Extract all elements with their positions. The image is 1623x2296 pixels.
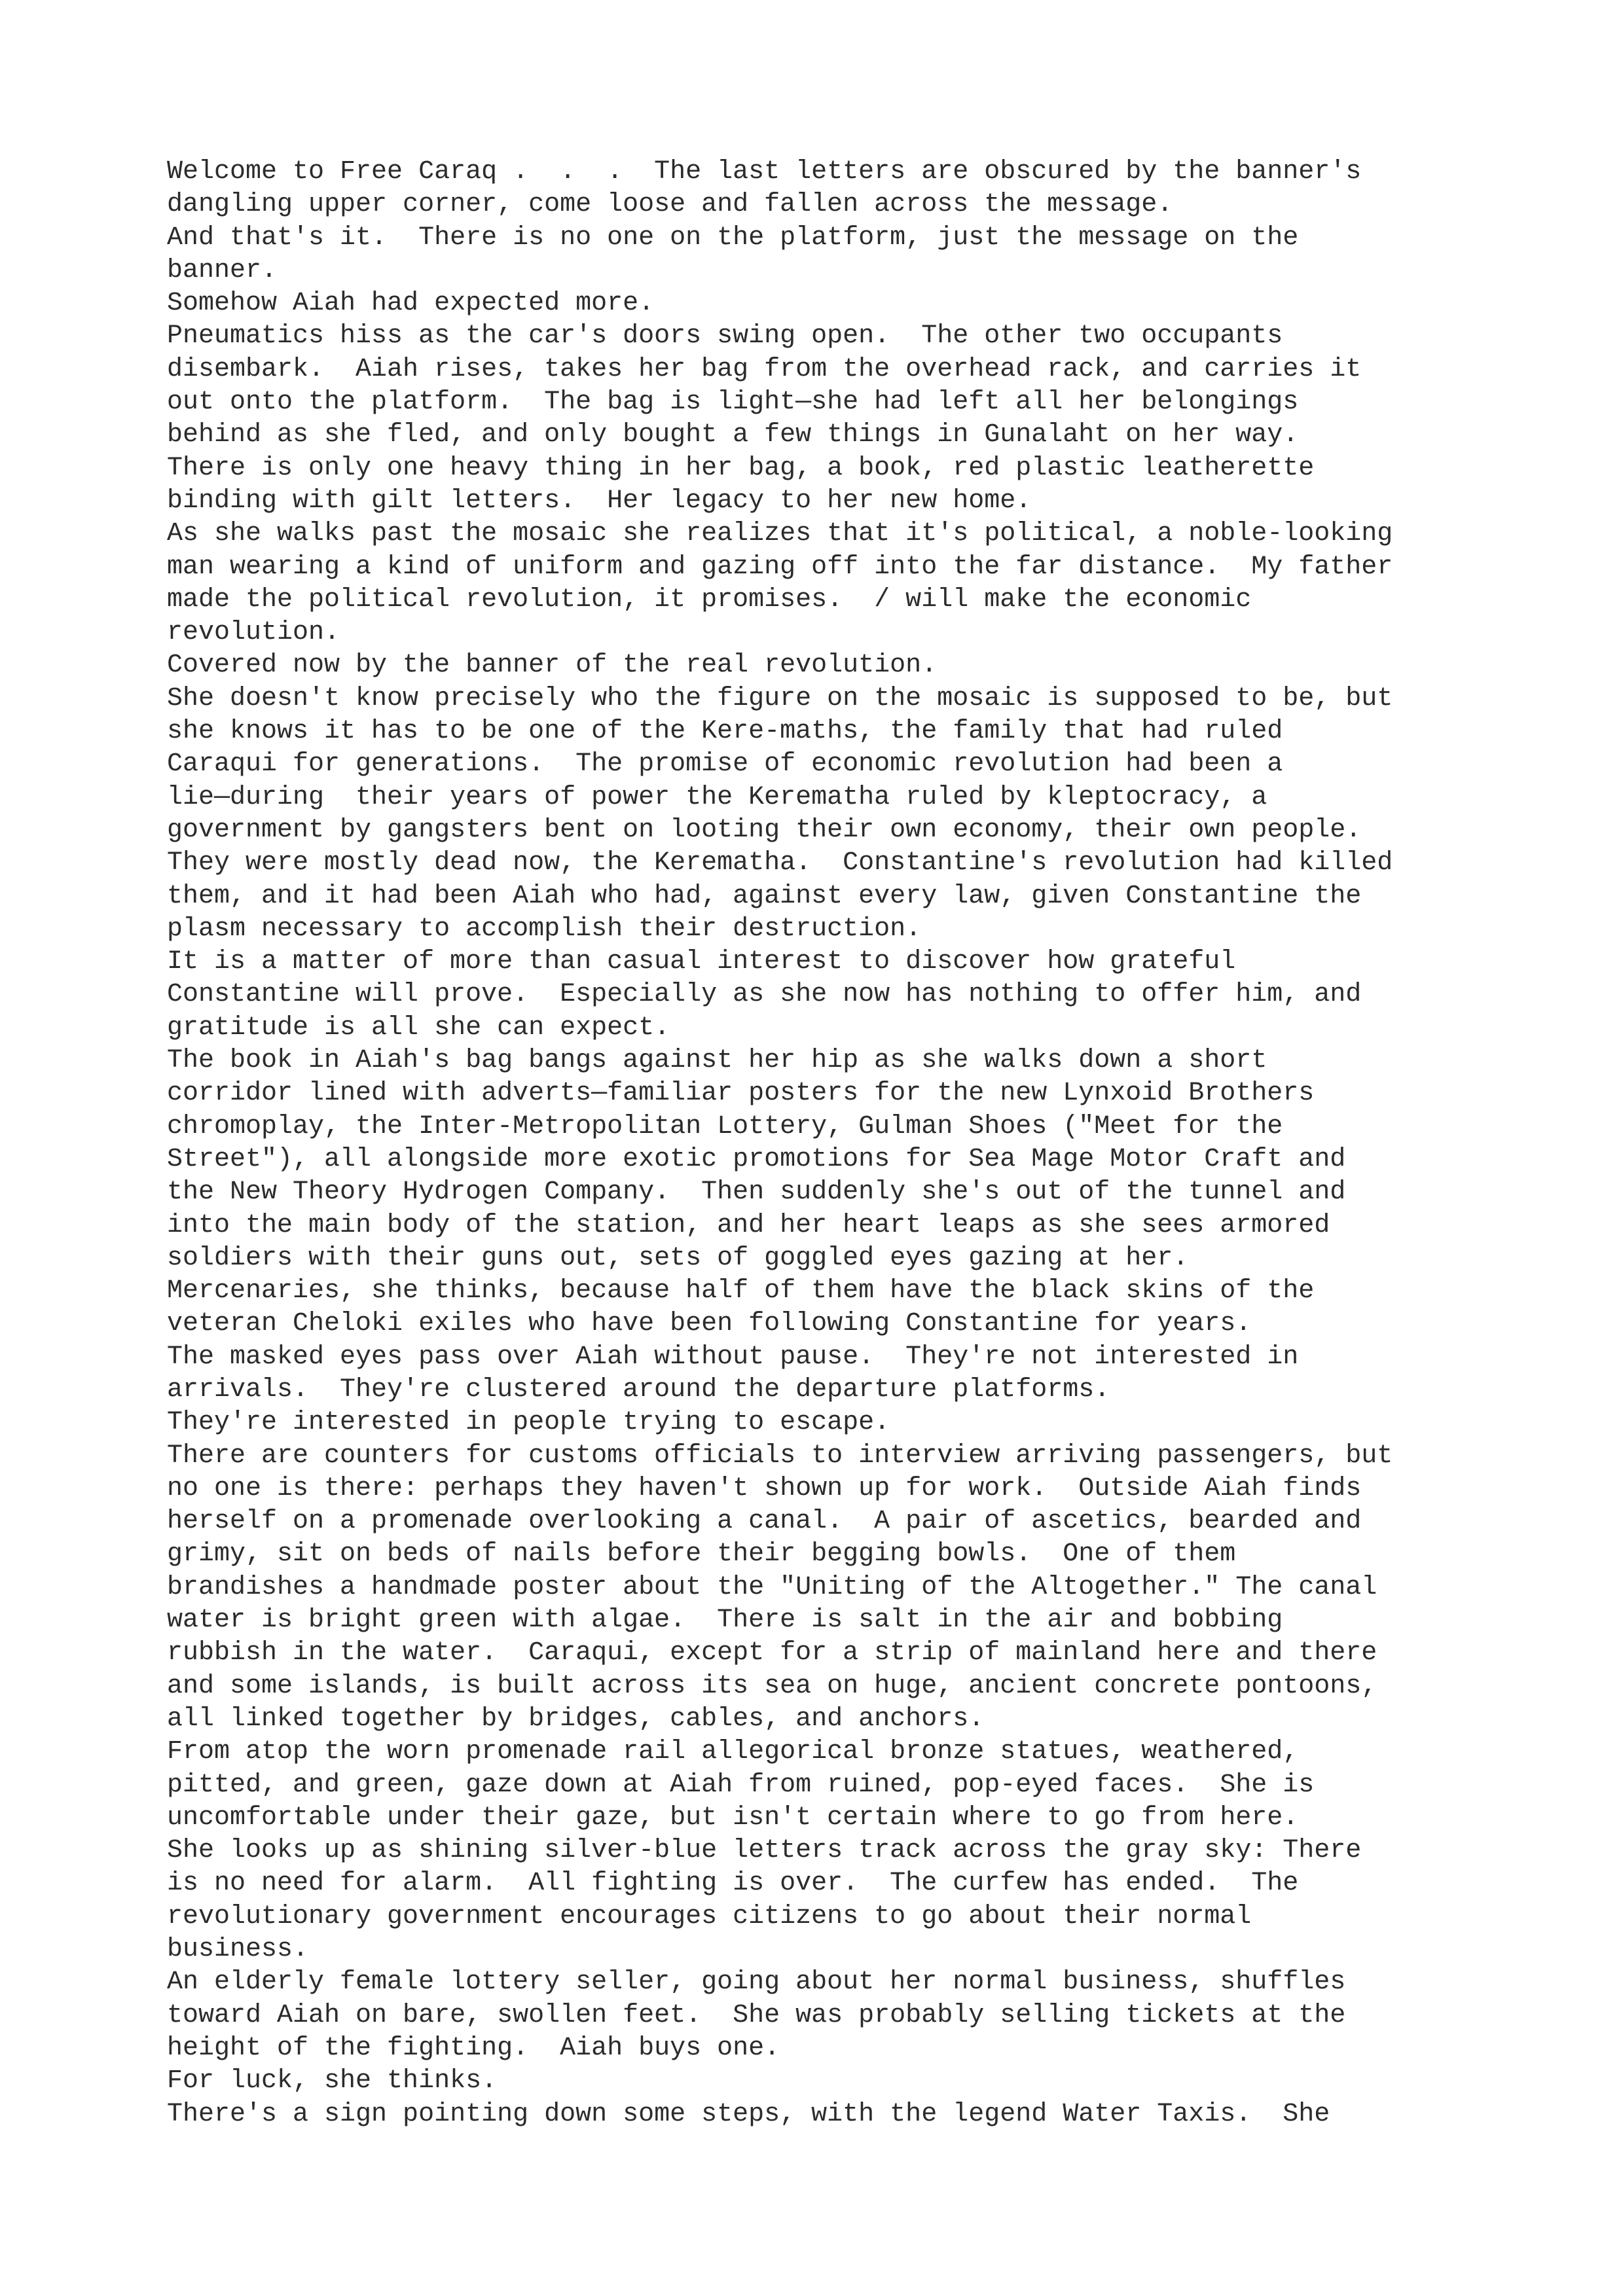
text-line: height of the fighting. Aiah buys one. xyxy=(167,2033,780,2063)
text-line: and some islands, is built across its sea on huge, ancient concrete pontoons, xyxy=(167,1671,1377,1701)
text-line: There's a sign pointing down some steps, with the legend Water Taxis. She xyxy=(167,2099,1330,2129)
text-line: chromoplay, the Inter-Metropolitan Lottery, Gulman Shoes ("Meet for the xyxy=(167,1111,1283,1141)
text-line: As she walks past the mosaic she realizes that it's political, a noble-looking xyxy=(167,519,1393,549)
text-line: she knows it has to be one of the Kere-maths, the family that had ruled xyxy=(167,717,1283,747)
text-line: gratitude is all she can expect. xyxy=(167,1013,670,1043)
text-line: Street"), all alongside more exotic promotions for Sea Mage Motor Craft and xyxy=(167,1144,1346,1174)
text-line: An elderly female lottery seller, going about her normal business, shuffles xyxy=(167,1967,1346,1998)
text-line: into the main body of the station, and her heart leaps as she sees armored xyxy=(167,1210,1330,1240)
text-line: plasm necessary to accomplish their destruction. xyxy=(167,914,922,944)
text-line: disembark. Aiah rises, takes her bag from the overhead rack, and carries it xyxy=(167,354,1362,384)
text-line: all linked together by bridges, cables, and anchors. xyxy=(167,1704,985,1734)
text-line: Pneumatics hiss as the car's doors swing open. The other two occupants xyxy=(167,321,1283,351)
text-line: brandishes a handmade poster about the "Uniting of the Altogether." The canal xyxy=(167,1572,1377,1602)
text-line: pitted, and green, gaze down at Aiah from ruined, pop-eyed faces. She is xyxy=(167,1770,1315,1800)
text-line: corridor lined with adverts—familiar posters for the new Lynxoid Brothers xyxy=(167,1079,1315,1109)
text-line: For luck, she thinks. xyxy=(167,2066,498,2096)
text-line: Caraqui for generations. The promise of economic revolution had been a xyxy=(167,749,1283,780)
text-line: Constantine will prove. Especially as she now has nothing to offer him, and xyxy=(167,980,1362,1010)
text-line: Somehow Aiah had expected more. xyxy=(167,289,655,319)
text-line: them, and it had been Aiah who had, against every law, given Constantine the xyxy=(167,881,1362,911)
text-line: They were mostly dead now, the Kerematha. Constantine's revolution had killed xyxy=(167,848,1393,878)
text-line: She looks up as shining silver-blue letters track across the gray sky: There xyxy=(167,1836,1362,1866)
text-line: And that's it. There is no one on the platform, just the message on the xyxy=(167,223,1299,253)
text-line: Covered now by the banner of the real revolution. xyxy=(167,651,938,681)
text-line: made the political revolution, it promises. / will make the economic xyxy=(167,584,1252,615)
text-line: rubbish in the water. Caraqui, except for a strip of mainland here and there xyxy=(167,1638,1377,1668)
text-line: soldiers with their guns out, sets of goggled eyes gazing at her. xyxy=(167,1243,1189,1273)
text-line: They're interested in people trying to escape. xyxy=(167,1408,890,1438)
text-line: business. xyxy=(167,1935,309,1965)
text-line: arrivals. They're clustered around the departure platforms. xyxy=(167,1374,1110,1405)
body-text xyxy=(167,156,1509,2131)
text-line: banner. xyxy=(167,255,278,285)
text-line: The masked eyes pass over Aiah without pause. They're not interested in xyxy=(167,1342,1299,1372)
text-line: water is bright green with algae. There is salt in the air and bobbing xyxy=(167,1605,1283,1636)
text-line: uncomfortable under their gaze, but isn't certain where to go from here. xyxy=(167,1803,1299,1833)
text-line: grimy, sit on beds of nails before their begging bowls. One of them xyxy=(167,1539,1236,1570)
text-line: From atop the worn promenade rail allegorical bronze statues, weathered, xyxy=(167,1737,1299,1767)
text-line: There is only one heavy thing in her bag, a book, red plastic leatherette xyxy=(167,453,1315,483)
text-line: dangling upper corner, come loose and fallen across the message. xyxy=(167,190,1173,220)
text-line: no one is there: perhaps they haven't shown up for work. Outside Aiah finds xyxy=(167,1473,1362,1503)
text-line: revolution. xyxy=(167,618,340,648)
text-line: veteran Cheloki exiles who have been following Constantine for years. xyxy=(167,1309,1252,1339)
text-line: It is a matter of more than casual interest to discover how grateful xyxy=(167,947,1236,977)
text-line: lie—during their years of power the Kerematha ruled by kleptocracy, a xyxy=(167,782,1267,812)
text-line: binding with gilt letters. Her legacy to her new home. xyxy=(167,486,1032,516)
text-line: out onto the platform. The bag is light—she had left all her belongings xyxy=(167,387,1299,418)
text-line: toward Aiah on bare, swollen feet. She was probably selling tickets at the xyxy=(167,2000,1346,2030)
text-line: She doesn't know precisely who the figure on the mosaic is supposed to be, but xyxy=(167,683,1393,713)
text-line: government by gangsters bent on looting their own economy, their own people. xyxy=(167,815,1362,845)
text-line: the New Theory Hydrogen Company. Then suddenly she's out of the tunnel and xyxy=(167,1177,1346,1208)
text-line: The book in Aiah's bag bangs against her hip as she walks down a short xyxy=(167,1046,1267,1076)
text-line: Welcome to Free Caraq . . . The last letters are obscured by the banner's xyxy=(167,157,1362,187)
text-line: is no need for alarm. All fighting is over. The curfew has ended. The xyxy=(167,1869,1299,1899)
text-line: Mercenaries, she thinks, because half of them have the black skins of the xyxy=(167,1276,1315,1306)
text-line: revolutionary government encourages citizens to go about their normal xyxy=(167,1901,1252,1931)
text-line: behind as she fled, and only bought a few things in Gunalaht on her way. xyxy=(167,420,1299,450)
text-line: man wearing a kind of uniform and gazing off into the far distance. My father xyxy=(167,552,1393,582)
text-line: There are counters for customs officials to interview arriving passengers, but xyxy=(167,1441,1393,1471)
text-line: herself on a promenade overlooking a canal. A pair of ascetics, bearded and xyxy=(167,1507,1362,1537)
